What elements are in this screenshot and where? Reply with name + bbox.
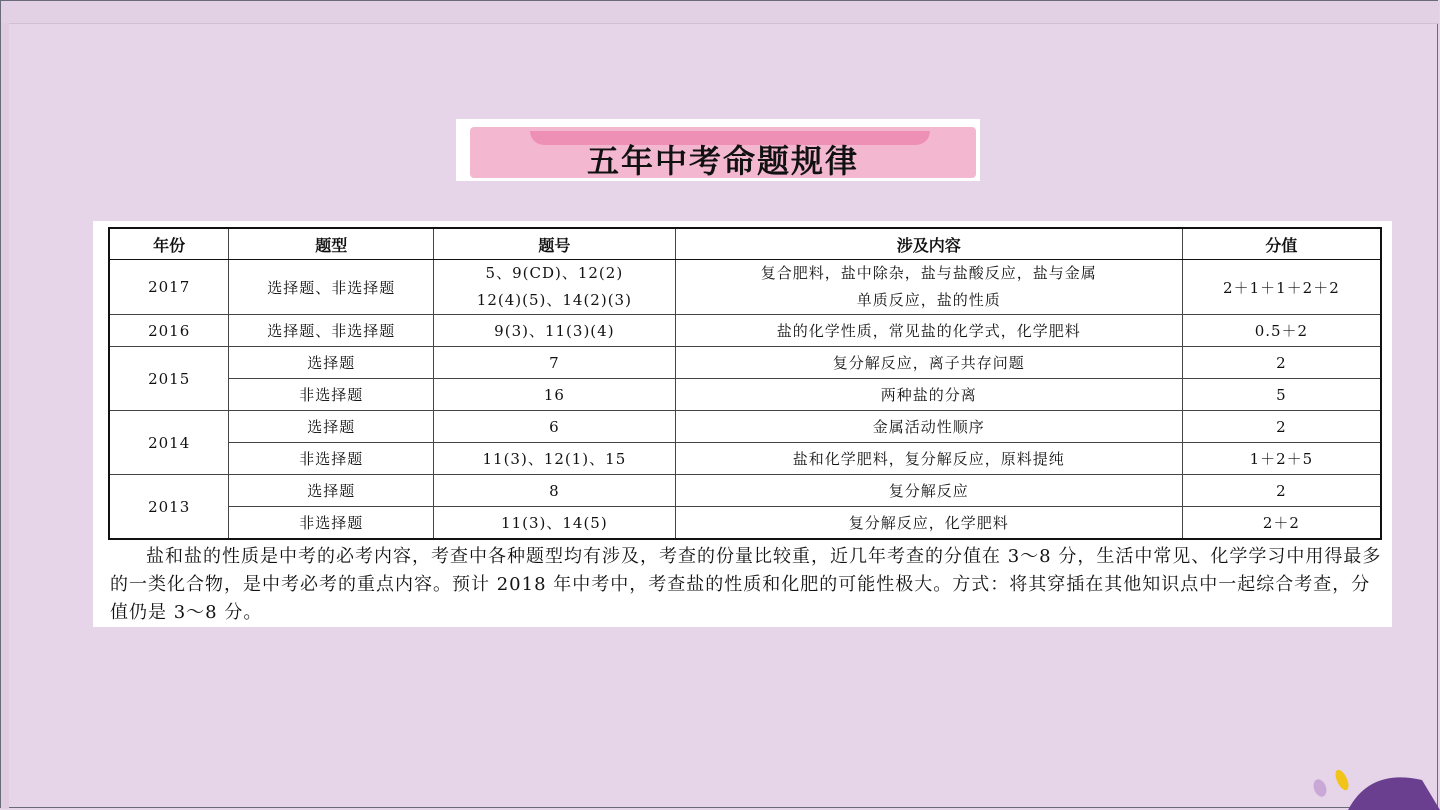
corner-decoration (1290, 740, 1440, 810)
cell-number: 11(3)、14(5) (434, 507, 676, 540)
cell-content: 复分解反应，化学肥料 (675, 507, 1182, 540)
table-row (109, 379, 1381, 411)
cell-content (675, 260, 1182, 315)
cell-score: 2 (1182, 347, 1381, 379)
content-panel (93, 221, 1392, 627)
cell-type: 选择题 (229, 347, 434, 379)
cell-score: 1＋2＋5 (1182, 443, 1381, 475)
cell-number: 9(3)、11(3)(4) (434, 315, 676, 347)
cell-type: 选择题、非选择题 (229, 260, 434, 315)
title-banner (456, 119, 980, 181)
cell-number: 16 (434, 379, 676, 411)
header-score: 分值 (1182, 228, 1381, 260)
header-number: 题号 (434, 228, 676, 260)
cell-number: 7 (434, 347, 676, 379)
purple-leaf-shape (1348, 777, 1440, 810)
table-row (109, 411, 1381, 443)
cell-year: 2017 (109, 260, 229, 315)
cell-score: 2 (1182, 411, 1381, 443)
cell-number-line: 5、9(CD)、12(2) (485, 264, 624, 282)
header-year: 年份 (109, 228, 229, 260)
left-strip (1, 23, 9, 809)
cell-score: 2＋1＋1＋2＋2 (1182, 260, 1381, 315)
cell-year: 2016 (109, 315, 229, 347)
cell-score: 2 (1182, 475, 1381, 507)
cell-type: 选择题 (229, 411, 434, 443)
header-type: 题型 (229, 228, 434, 260)
cell-content: 复分解反应 (675, 475, 1182, 507)
cell-content: 复分解反应，离子共存问题 (675, 347, 1182, 379)
cell-year: 2015 (109, 347, 229, 411)
cell-score: 0.5＋2 (1182, 315, 1381, 347)
cell-score: 5 (1182, 379, 1381, 411)
summary-paragraph: 盐和盐的性质是中考的必考内容，考查中各种题型均有涉及，考查的份量比较重，近几年考查的分值在 3～8 分，生活中常见、化学学习中用得最多的一类化合物，是中考必考的重点内容。预计 2018 年中考中，考查盐的性质和化肥的可能性极大。方式：将其穿插在其他知识点中一起综合考查，分值仍是 3～8 分。 (110, 546, 1382, 623)
header-content: 涉及内容 (675, 228, 1182, 260)
cell-type: 非选择题 (229, 443, 434, 475)
top-band (1, 1, 1439, 24)
cell-type: 非选择题 (229, 507, 434, 540)
cell-number: 11(3)、12(1)、15 (434, 443, 676, 475)
table-row (109, 260, 1381, 315)
cell-content-line: 复合肥料，盐中除杂，盐与盐酸反应，盐与金属 (760, 264, 1097, 282)
cell-number (434, 260, 676, 315)
lavender-leaf-shape (1311, 777, 1328, 798)
table-row (109, 475, 1381, 507)
table-row (109, 443, 1381, 475)
yellow-leaf-shape (1333, 768, 1351, 792)
cell-content: 盐的化学性质，常见盐的化学式，化学肥料 (675, 315, 1182, 347)
table-row (109, 507, 1381, 540)
table-row (109, 347, 1381, 379)
cell-type: 选择题 (229, 475, 434, 507)
exam-table (108, 227, 1382, 540)
cell-score: 2＋2 (1182, 507, 1381, 540)
cell-content-line: 单质反应，盐的性质 (856, 291, 1001, 309)
cell-number: 6 (434, 411, 676, 443)
page-title: 五年中考命题规律 (586, 142, 859, 180)
cell-number-line: 12(4)(5)、14(2)(3) (476, 291, 632, 309)
cell-type: 选择题、非选择题 (229, 315, 434, 347)
table-header-row (109, 228, 1381, 260)
cell-content: 金属活动性顺序 (675, 411, 1182, 443)
cell-type: 非选择题 (229, 379, 434, 411)
cell-year: 2013 (109, 475, 229, 540)
cell-number: 8 (434, 475, 676, 507)
cell-year: 2014 (109, 411, 229, 475)
cell-content: 盐和化学肥料，复分解反应，原料提纯 (675, 443, 1182, 475)
title-pill (470, 127, 976, 178)
cell-content: 两种盐的分离 (675, 379, 1182, 411)
table-row (109, 315, 1381, 347)
